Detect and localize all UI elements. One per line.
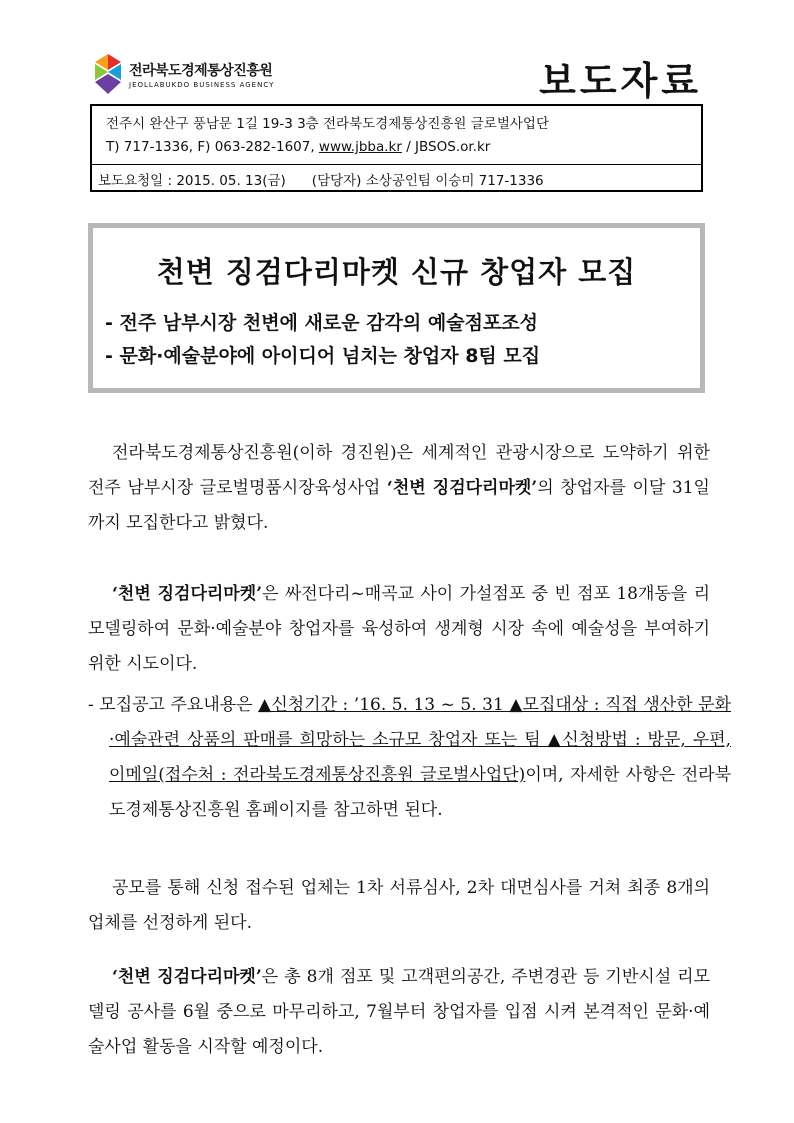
agency-logo [93,52,293,96]
p5-text: 은 총 8개 점포 및 고객편의공간, 주변경관 등 기반시설 리모델링 공사를 6월 중으로 마무리하고, 7월부터 창업자를 입점 시켜 본격적인 문화·예술사업 활동을 시작할 예정이다. [88,967,710,1057]
headline: 천변 징검다리마켓 신규 창업자 모집 [156,255,637,289]
contact-line [106,139,490,155]
headline-box [88,223,705,393]
p5-market-name: ‘천변 징검다리마켓’ [112,967,262,987]
press-release-title: 보도자료 [539,59,702,103]
phone-fax: T) 717-1336, F) 063-282-1607, [106,139,319,155]
paragraph-intro [88,436,710,541]
request-line [98,169,544,189]
p1-text-end: 의 창업자를 이달 31일까지 모집한다고 밝혔다. [88,478,710,533]
paragraph-selection: 공모를 통해 신청 접수된 업체는 1차 서류심사, 2차 대면심사를 거쳐 최종 8개의 업체를 선정하게 된다. [88,878,710,933]
p1-market-name: ‘천변 징검다리마켓’ [386,478,538,498]
p2-market-name: ‘천변 징검다리마켓’ [112,584,263,604]
p3-key-details: ▲신청기간 : ’16. 5. 13 ~ 5. 31 ▲모집대상 : 직접 생산한 문화·예술관련 상품의 판매를 희망하는 소규모 창업자 또는 팀 ▲신청방법 : 방문, 우편, 이메일(접수처 : 전라북도경제통상진흥원 글로벌사업단) [109,695,731,785]
paragraph-schedule [88,960,710,1065]
p2-text: 은 싸전다리~매곡교 사이 가설점포 중 빈 점포 18개동을 리모델링하여 문화·예술분야 창업자를 육성하여 생계형 시장 속에 예술성을 부여하기 위한 시도이다. [88,584,710,674]
sub-website: / JBSOS.or.kr [401,139,491,155]
contact-person: (담당자) 소상공인팀 이승미 717-1336 [311,173,544,189]
agency-logo-icon [93,52,123,96]
agency-name-english: JEOLLABUKDO BUSINESS AGENCY [129,81,275,89]
address-line: 전주시 완산구 풍남문 1길 19-3 3층 전라북도경제통상진흥원 글로벌사업단 [106,116,550,132]
paragraph-description [88,577,710,682]
p1-text: 전라북도경제통상진흥원(이하 경진원)은 세계적인 관광시장으로 도약하기 위한 전주 남부시장 글로벌명품시장육성사업 [88,443,710,498]
request-date: 보도요청일 : 2015. 05. 13(금) [98,173,286,189]
contact-info-box [90,104,703,192]
p3-text: - 모집공고 주요내용은 [88,695,259,715]
subheadline-2: - 문화·예술분야에 아이디어 넘치는 창업자 8팀 모집 [105,345,541,367]
p3-text-end: 이며, 자세한 사항은 전라북도경제통상진흥원 홈페이지를 참고하면 된다. [109,765,731,820]
subheadline-1: - 전주 남부시장 천변에 새로운 감각의 예술점포조성 [105,312,539,334]
website-link[interactable]: www.jbba.kr [318,139,402,155]
paragraph-recruitment-details [88,688,731,828]
info-divider [92,164,701,165]
agency-name: 전라북도경제통상진흥원 [129,63,273,79]
